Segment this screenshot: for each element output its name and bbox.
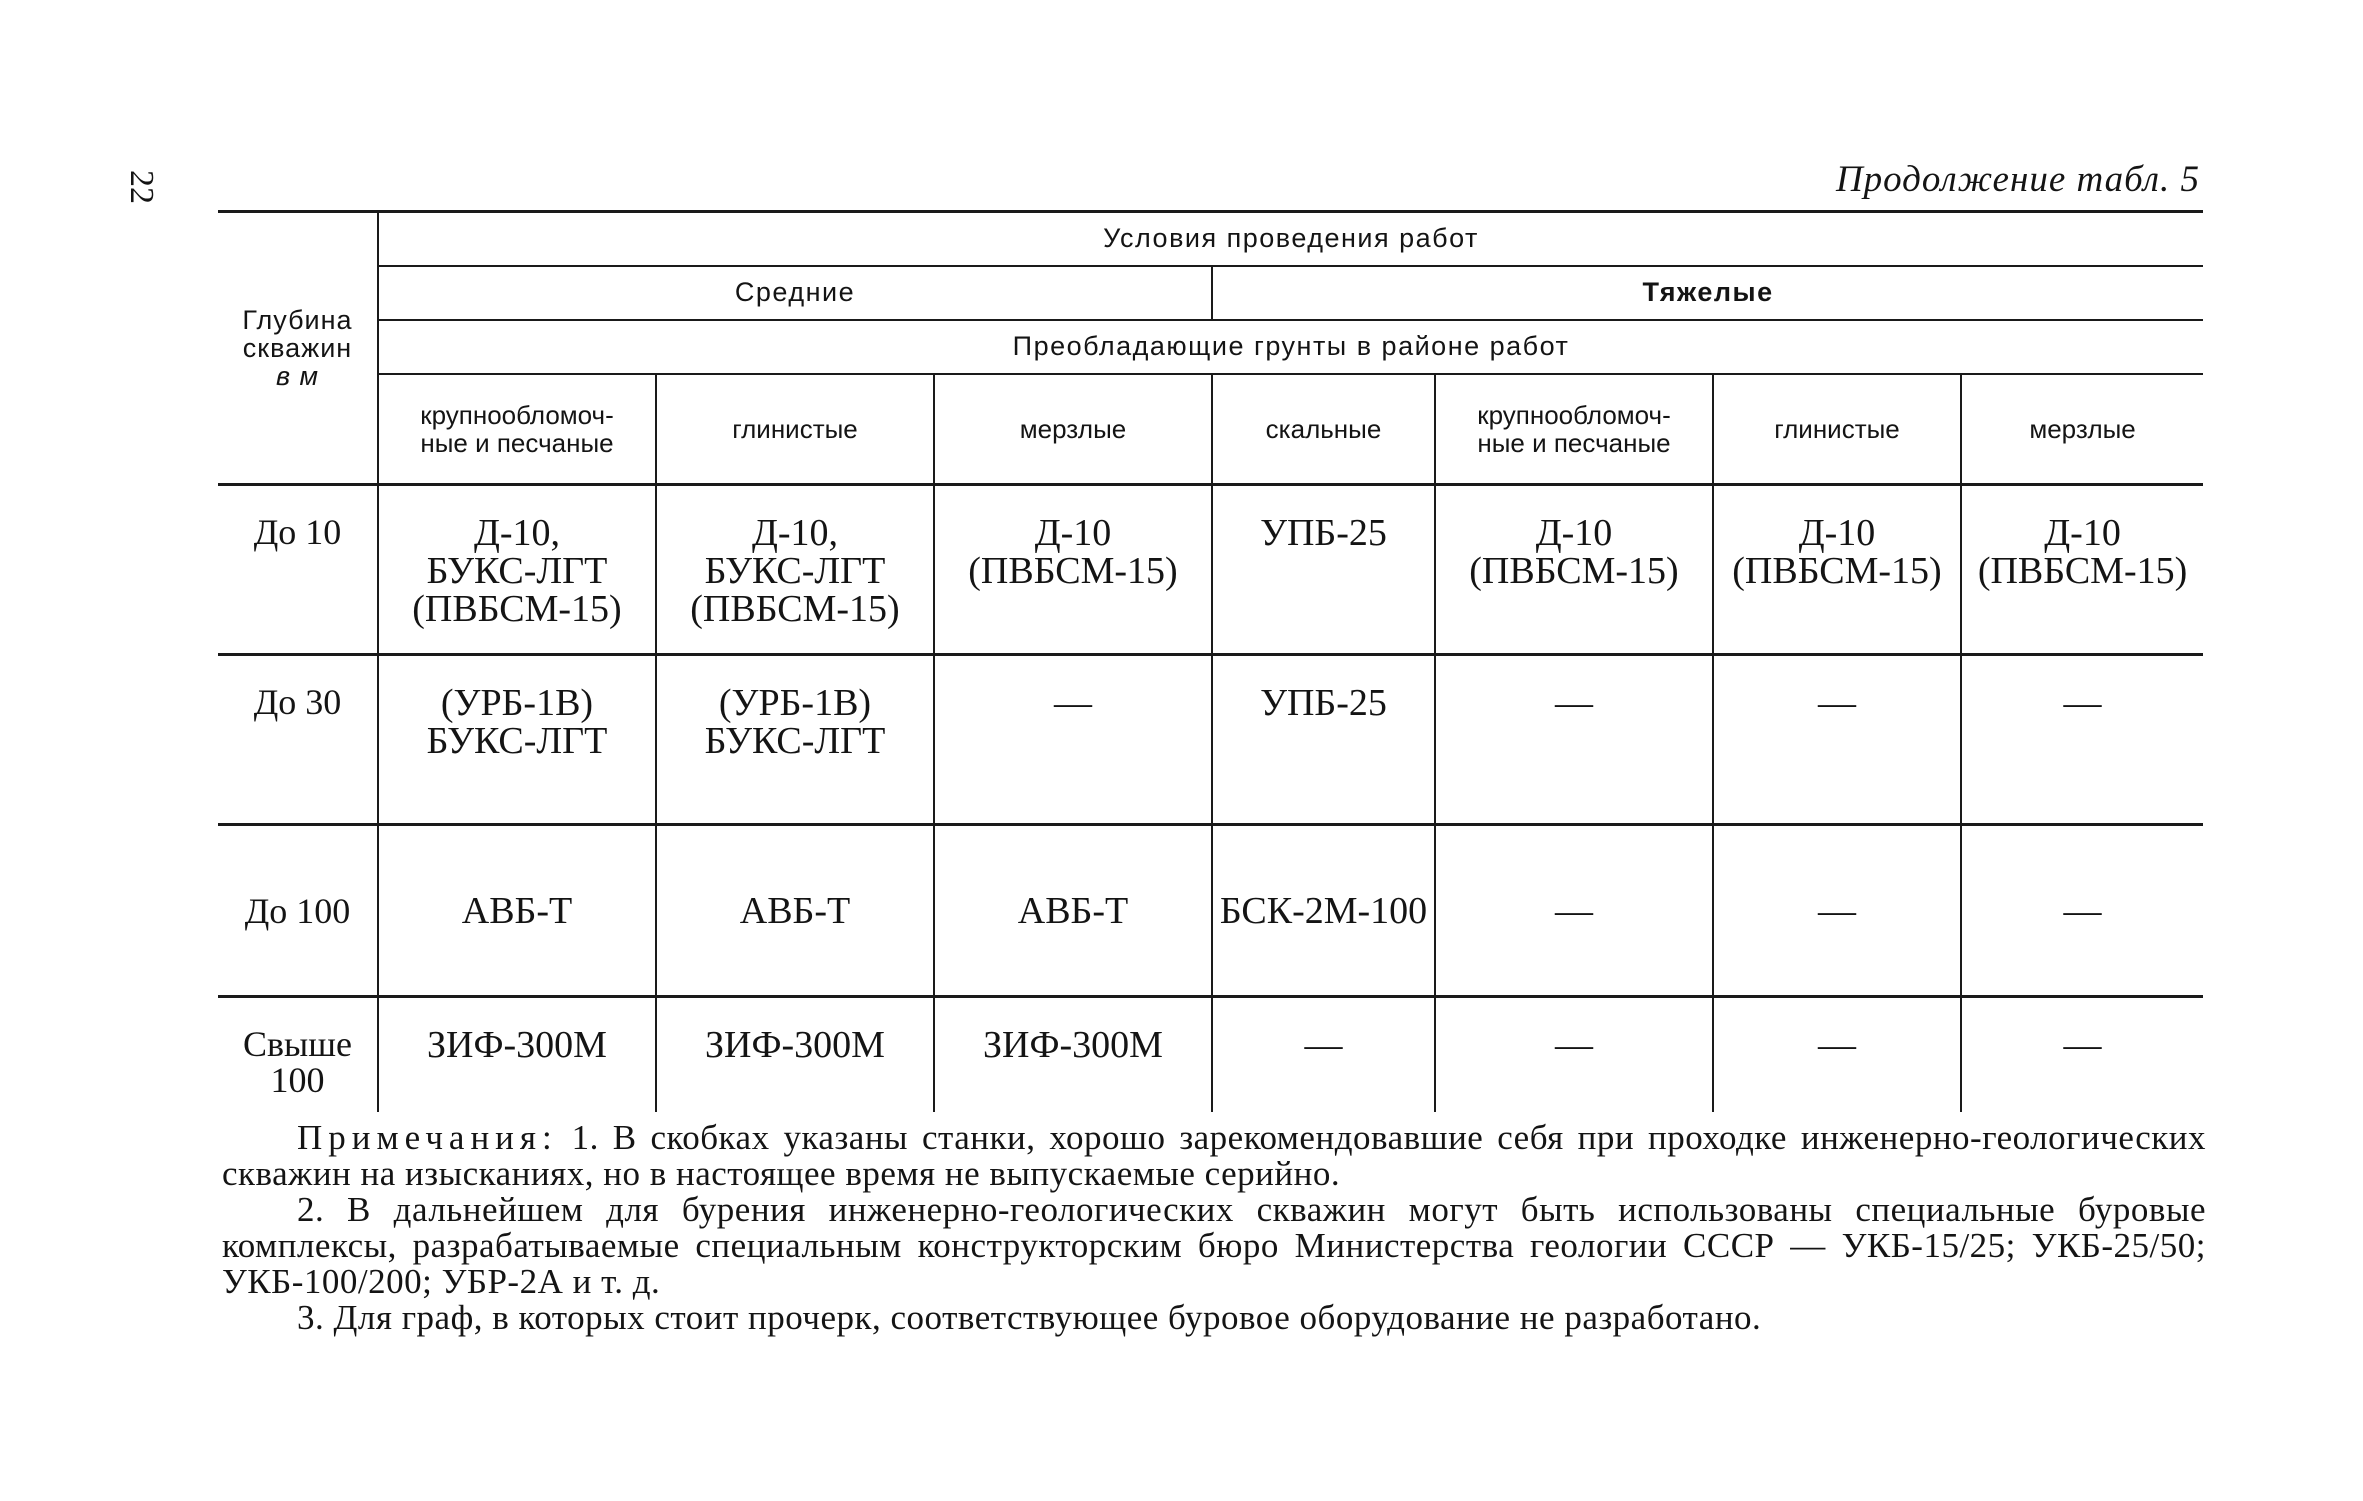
equipment-cell: АВБ-Т xyxy=(934,825,1212,997)
soil-type-1: глинистые xyxy=(656,374,934,485)
group-medium: Средние xyxy=(378,266,1212,320)
soil-type-5: глинистые xyxy=(1713,374,1961,485)
equipment-cell: ЗИФ-300М xyxy=(934,997,1212,1112)
equipment-cell: (УРБ-1В) БУКС-ЛГТ xyxy=(656,655,934,825)
equipment-cell: — xyxy=(1713,825,1961,997)
soil-type-3: скальные xyxy=(1212,374,1435,485)
equipment-cell: БСК-2М-100 xyxy=(1212,825,1435,997)
soil-type-4: крупнообломоч- ные и песчаные xyxy=(1435,374,1713,485)
equipment-cell: — xyxy=(1212,997,1435,1112)
equipment-cell: АВБ-Т xyxy=(656,825,934,997)
depth-cell: До 100 xyxy=(218,825,378,997)
note-3: 3. Для граф, в которых стоит прочерк, соответствующее буровое оборудование не разработано. xyxy=(297,1298,1762,1337)
group-heavy: Тяжелые xyxy=(1212,266,2203,320)
note-2: 2. В дальнейшем для бурения инженерно-геологических скважин могут быть использованы специальные буровые комплексы, разрабатываемые специальным конструкторским бюро Министерства геологии СССР — УКБ-15/25; УКБ-25/50; УКБ-100/200; УБР-2А и т. д. xyxy=(222,1190,2206,1301)
soil-header: Преобладающие грунты в районе работ xyxy=(378,320,2203,374)
notes-label: Примечания: xyxy=(297,1118,558,1157)
note-1: Примечания: 1. В скобках указаны станки, хорошо зарекомендовавшие себя при проходке инженерно-геологических скважин на изысканиях, но в настоящее время не выпускаемые серийно. xyxy=(222,1118,2207,1193)
depth-cell: Свыше 100 xyxy=(243,1024,352,1100)
depth-cell: До 10 xyxy=(218,485,378,655)
equipment-cell: ЗИФ-300М xyxy=(656,997,934,1112)
conditions-header: Условия проведения работ xyxy=(378,212,2203,266)
equipment-cell: — xyxy=(1713,655,1961,825)
equipment-cell: — xyxy=(1961,655,2203,825)
equipment-cell: — xyxy=(1435,655,1713,825)
equipment-cell: — xyxy=(1435,825,1713,997)
equipment-cell: — xyxy=(1961,825,2203,997)
soil-type-6: мерзлые xyxy=(1961,374,2203,485)
equipment-cell: Д-10, БУКС-ЛГТ (ПВБСМ-15) xyxy=(378,485,656,655)
equipment-table xyxy=(218,210,2203,1112)
equipment-cell: — xyxy=(1961,997,2203,1112)
equipment-cell: (УРБ-1В) БУКС-ЛГТ xyxy=(378,655,656,825)
equipment-cell: Д-10 (ПВБСМ-15) xyxy=(1961,485,2203,655)
equipment-cell: УПБ-25 xyxy=(1212,485,1435,655)
depth-header: Глубина скважин в м xyxy=(218,212,378,485)
equipment-cell: АВБ-Т xyxy=(378,825,656,997)
equipment-cell: Д-10 (ПВБСМ-15) xyxy=(934,485,1212,655)
soil-type-0: крупнообломоч- ные и песчаные xyxy=(378,374,656,485)
soil-type-2: мерзлые xyxy=(934,374,1212,485)
equipment-cell: — xyxy=(934,655,1212,825)
notes xyxy=(222,1120,2206,1336)
equipment-cell: ЗИФ-300М xyxy=(378,997,656,1112)
equipment-cell: Д-10 (ПВБСМ-15) xyxy=(1713,485,1961,655)
equipment-cell: УПБ-25 xyxy=(1212,655,1435,825)
continuation-caption: Продолжение табл. 5 xyxy=(1835,159,2200,200)
depth-cell: До 30 xyxy=(218,655,378,825)
equipment-cell: Д-10 (ПВБСМ-15) xyxy=(1435,485,1713,655)
equipment-cell: — xyxy=(1435,997,1713,1112)
equipment-cell: — xyxy=(1713,997,1961,1112)
page-number: 22 xyxy=(123,170,160,204)
equipment-cell: Д-10, БУКС-ЛГТ (ПВБСМ-15) xyxy=(656,485,934,655)
